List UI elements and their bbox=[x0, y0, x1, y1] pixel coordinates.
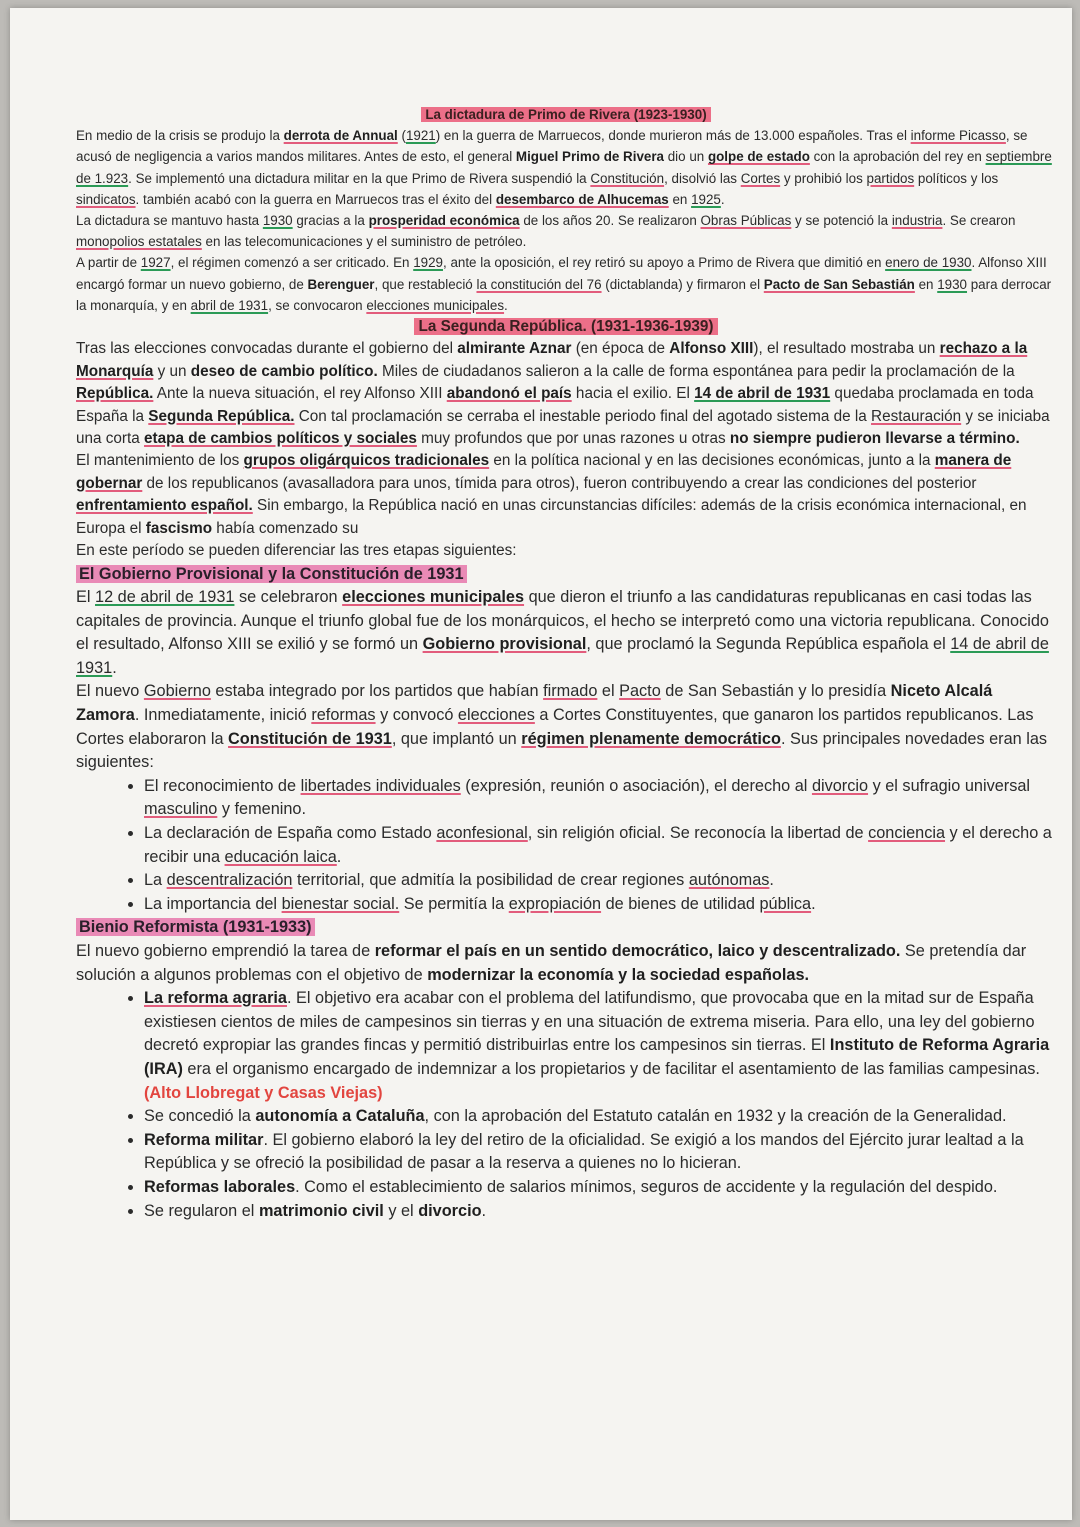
paragraph: El nuevo gobierno emprendió la tarea de reformar el país en un sentido democrático, laico y descentralizado. Se pretendía dar solución a algunos problemas con el objetivo de modernizar la economía y la sociedad españolas. bbox=[76, 942, 1027, 984]
list-item: • Reformas laborales. Como el establecimiento de salarios mínimos, seguros de accidente y la regulación del despido. bbox=[144, 1176, 1056, 1200]
paragraph: El 12 de abril de 1931 se celebraron elecciones municipales que dieron el triunfo a las candidaturas republicanas en casi todas las capitales de provincia. Aunque el triunfo global fue de los monárquicos, el hecho se interpretó como una victoria republicana. Conocido el resultado, Alfonso XIII se exilió y se formó un Gobierno provisional, que proclamó la Segunda República española el 14 de abril de 1931. bbox=[76, 588, 1049, 677]
list-item: • El reconocimiento de libertades individuales (expresión, reunión o asociación), el derecho al divorcio y el sufragio universal masculino y femenino. bbox=[144, 775, 1056, 822]
list-item: • Reforma militar. El gobierno elaboró la ley del retiro de la oficialidad. Se exigió a los mandos del Ejército jurar lealtad a la República y se ofreció la posibilidad de pasar a la reserva a quienes no lo hicieran. bbox=[144, 1129, 1056, 1176]
list-item: • Se concedió la autonomía a Cataluña, con la aprobación del Estatuto catalán en 1932 y la creación de la Generalidad. bbox=[144, 1105, 1056, 1129]
section-bienio-reformista bbox=[76, 916, 1056, 1223]
paragraph: En este período se pueden diferenciar las tres etapas siguientes: bbox=[76, 542, 517, 560]
section-title: Bienio Reformista (1931-1933) bbox=[76, 916, 1056, 940]
paragraph: Tras las elecciones convocadas durante el gobierno del almirante Aznar (en época de Alfonso XIII), el resultado mostraba un rechazo a la Monarquía y un deseo de cambio político. Miles de ciudadanos salieron a la calle de forma espontánea para pedir la proclamación de la República. Ante la nueva situación, el rey Alfonso XIII abandonó el país hacia el exilio. El 14 de abril de 1931 quedaba proclamada en toda España la Segunda República. Con tal proclamación se cerraba el inestable periodo final del agotado sistema de la Restauración y se iniciaba una corta etapa de cambios políticos y sociales muy profundos que por unas razones u otras no siempre pudieron llevarse a término. bbox=[76, 340, 1050, 448]
list-item: • La importancia del bienestar social. Se permitía la expropiación de bienes de utilidad pública. bbox=[144, 893, 1056, 917]
document-body bbox=[76, 104, 1056, 1223]
paper-sheet bbox=[10, 8, 1072, 1520]
section-primo-de-rivera bbox=[76, 104, 1056, 316]
list-item: • La descentralización territorial, que admitía la posibilidad de crear regiones autónomas. bbox=[144, 869, 1056, 893]
bullet-list bbox=[76, 775, 1056, 917]
section-title: La dictadura de Primo de Rivera (1923-1930) bbox=[76, 104, 1056, 125]
paragraph: En medio de la crisis se produjo la derrota de Annual (1921) en la guerra de Marruecos, donde murieron más de 13.000 españoles. Tras el informe Picasso, se acusó de negligencia a varios mandos militares. Antes de esto, el general Miguel Primo de Rivera dio un golpe de estado con la aprobación del rey en septiembre de 1.923. Se implementó una dictadura militar en la que Primo de Rivera suspendió la Constitución, disolvió las Cortes y prohibió los partidos políticos y los sindicatos. también acabó con la guerra en Marruecos tras el éxito del desembarco de Alhucemas en 1925. bbox=[76, 128, 1052, 207]
paragraph: El nuevo Gobierno estaba integrado por los partidos que habían firmado el Pacto de San Sebastián y lo presidía Niceto Alcalá Zamora. Inmediatamente, inició reformas y convocó elecciones a Cortes Constituyentes, que ganaron los partidos republicanos. Las Cortes elaboraron la Constitución de 1931, que implantó un régimen plenamente democrático. Sus principales novedades eran las siguientes: bbox=[76, 682, 1048, 772]
section-gobierno-provisional bbox=[76, 563, 1056, 917]
section-title: El Gobierno Provisional y la Constitución de 1931 bbox=[76, 563, 1056, 587]
paragraph: El mantenimiento de los grupos oligárquicos tradicionales en la política nacional y en las decisiones económicas, junto a la manera de gobernar de los republicanos (avasalladora para unos, tímida para otros), fueron contribuyendo a crear las condiciones del posterior enfrentamiento español. Sin embargo, la República nació en unas circunstancias difíciles: además de la crisis económica internacional, en Europa el fascismo había comenzado su bbox=[76, 452, 1027, 537]
list-item: • La declaración de España como Estado aconfesional, sin religión oficial. Se reconocía la libertad de conciencia y el derecho a recibir una educación laica. bbox=[144, 822, 1056, 869]
section-segunda-republica bbox=[76, 316, 1056, 562]
list-item: • La reforma agraria. El objetivo era acabar con el problema del latifundismo, que provocaba que en la mitad sur de España existiesen cientos de miles de campesinos sin tierras y en una situación de extrema miseria. Para ello, una ley del gobierno decretó expropiar las grandes fincas y permitió distribuirlas entre los campesinos sin tierras. El Instituto de Reforma Agraria (IRA) era el organismo encargado de indemnizar a los propietarios y de facilitar el asentamiento de las familias campesinas. (Alto Llobregat y Casas Viejas) bbox=[144, 987, 1056, 1105]
paragraph: A partir de 1927, el régimen comenzó a ser criticado. En 1929, ante la oposición, el rey retiró su apoyo a Primo de Rivera que dimitió en enero de 1930. Alfonso XIII encargó formar un nuevo gobierno, de Berenguer, que restableció la constitución del 76 (dictablanda) y firmaron el Pacto de San Sebastián en 1930 para derrocar la monarquía, y en abril de 1931, se convocaron elecciones municipales. bbox=[76, 255, 1052, 313]
paragraph: La dictadura se mantuvo hasta 1930 gracias a la prosperidad económica de los años 20. Se realizaron Obras Públicas y se potenció la industria. Se crearon monopolios estatales en las telecomunicaciones y el suministro de petróleo. bbox=[76, 213, 1016, 250]
bullet-list bbox=[76, 987, 1056, 1223]
section-title: La Segunda República. (1931-1936-1939) bbox=[76, 316, 1056, 338]
list-item: • Se regularon el matrimonio civil y el divorcio. bbox=[144, 1200, 1056, 1224]
